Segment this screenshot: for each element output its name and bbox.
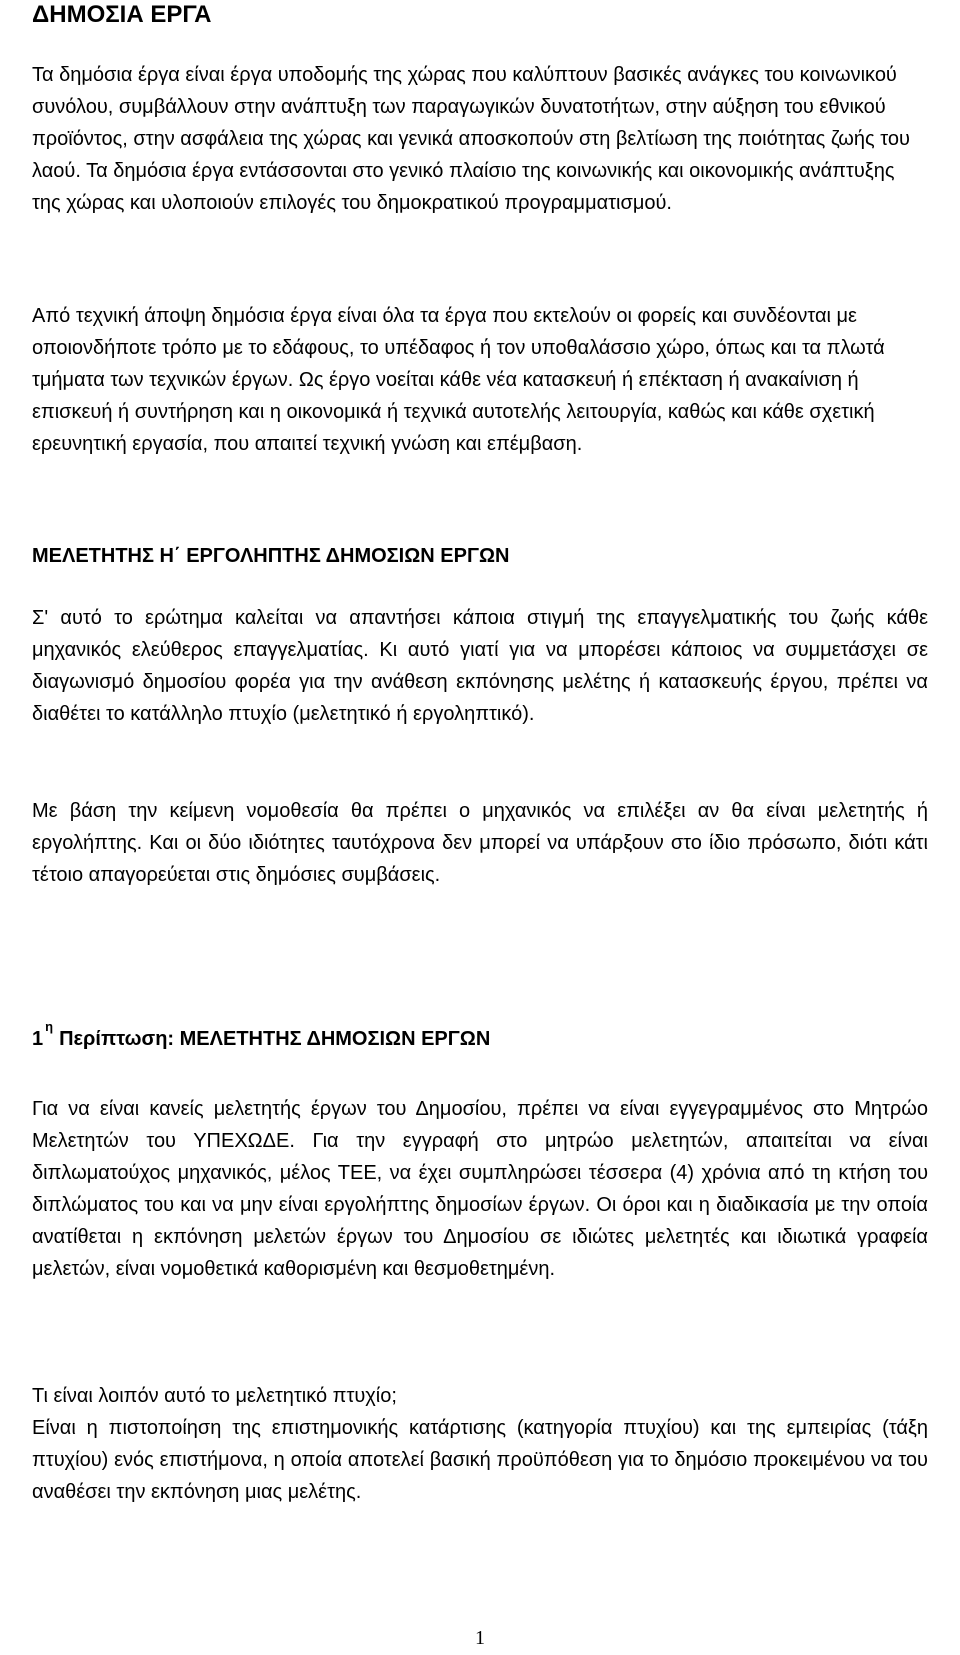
- paragraph-question-intro: Σ' αυτό το ερώτημα καλείται να απαντήσει κάποια στιγμή της επαγγελματικής του ζωής κάθε μηχανικός ελεύθερος επαγγελματίας. Κι αυτό γιατί για να μπορέσει κάποιος να συμμετάσχει σε διαγωνισμό δημοσίου φορέα για την ανάθεση εκπόνησης μελέτης ή κατασκευής έργου, πρέπει να διαθέτει το κατάλληλο πτυχίο (μελετητικό ή εργοληπτικό).: [32, 607, 928, 725]
- certificate-question: Τι είναι λοιπόν αυτό το μελετητικό πτυχίο;: [32, 1385, 397, 1407]
- certificate-answer: Είναι η πιστοποίηση της επιστημονικής κατάρτισης (κατηγορία πτυχίου) και της εμπειρίας (τάξη πτυχίου) ενός επιστήμονα, η οποία αποτελεί βασική προϋπόθεση για το δημόσιο προκειμένου να του αναθέσει την εκπόνηση μιας μελέτης.: [32, 1417, 928, 1503]
- paragraph-designer-registry: Για να είναι κανείς μελετητής έργων του Δημοσίου, πρέπει να είναι εγγεγραμμένος στο Μητρώο Μελετητών του ΥΠΕΧΩΔΕ. Για την εγγραφή στο μητρώο μελετητών, απαιτείται να είναι διπλωματούχος μηχανικός, μέλος ΤΕΕ, να έχει συμπληρώσει τέσσερα (4) χρόνια από τη κτήση του διπλώματος του και να μην είναι εργολήπτης δημοσίων έργων. Οι όροι και η διαδικασία με την οποία ανατίθεται η εκπόνηση μελετών έργων του Δημοσίου σε ιδιώτες μελετητές και ιδιωτικά γραφεία μελετών, είναι νομοθετικά καθορισμένη και θεσμοθετημένη.: [32, 1098, 928, 1280]
- case-title: Περίπτωση: ΜΕΛΕΤΗΤΗΣ ΔΗΜΟΣΙΩΝ ΕΡΓΩΝ: [59, 1028, 491, 1050]
- case-number-superscript: η: [45, 1019, 54, 1034]
- document-title: ΔΗΜΟΣΙΑ ΕΡΓΑ: [32, 1, 212, 28]
- section-heading-designer-or-contractor: ΜΕΛΕΤΗΤΗΣ Η΄ ΕΡΓΟΛΗΠΤΗΣ ΔΗΜΟΣΙΩΝ ΕΡΓΩΝ: [32, 545, 510, 567]
- case-number: 1: [32, 1028, 44, 1050]
- section-heading-case-1: [32, 1019, 491, 1055]
- paragraph-legislation: Με βάση την κείμενη νομοθεσία θα πρέπει ο μηχανικός να επιλέξει αν θα είναι μελετητής ή εργολήπτης. Και οι δύο ιδιότητες ταυτόχρονα δεν μπορεί να υπάρξουν στο ίδιο πρόσωπο, διότι κάτι τέτοιο απαγορεύεται στις δημόσιες συμβάσεις.: [32, 800, 928, 886]
- paragraph-public-works-definition: Τα δημόσια έργα είναι έργα υποδομής της χώρας που καλύπτουν βασικές ανάγκες του κοινωνικού συνόλου, συμβάλλουν στην ανάπτυξη των παραγωγικών δυνατοτήτων, στην αύξηση του εθνικού προϊόντος, στην ασφάλεια της χώρας και γενικά αποσκοπούν στη βελτίωση της ποιότητας ζωής του λαού. Τα δημόσια έργα εντάσσονται στο γενικό πλαίσιο της κοινωνικής και οικονομικής ανάπτυξης της χώρας και υλοποιούν επιλογές του δημοκρατικού προγραμματισμού.: [32, 64, 910, 214]
- paragraph-designer-certificate: [32, 1380, 928, 1508]
- paragraph-technical-definition: Από τεχνική άποψη δημόσια έργα είναι όλα τα έργα που εκτελούν οι φορείς και συνδέονται με οποιονδήποτε τρόπο με το εδάφους, το υπέδαφος ή τον υποθαλάσσιο χώρο, όπως και τα πλωτά τμήματα των τεχνικών έργων. Ως έργο νοείται κάθε νέα κατασκευή ή επέκταση ή ανακαίνιση ή επισκευή ή συντήρηση και η οικονομικά ή τεχνικά αυτοτελής λειτουργία, καθώς και κάθε σχετική ερευνητική εργασία, που απαιτεί τεχνική γνώση και επέμβαση.: [32, 305, 885, 455]
- document-page: [32, 0, 928, 1655]
- page-number: 1: [475, 1627, 485, 1649]
